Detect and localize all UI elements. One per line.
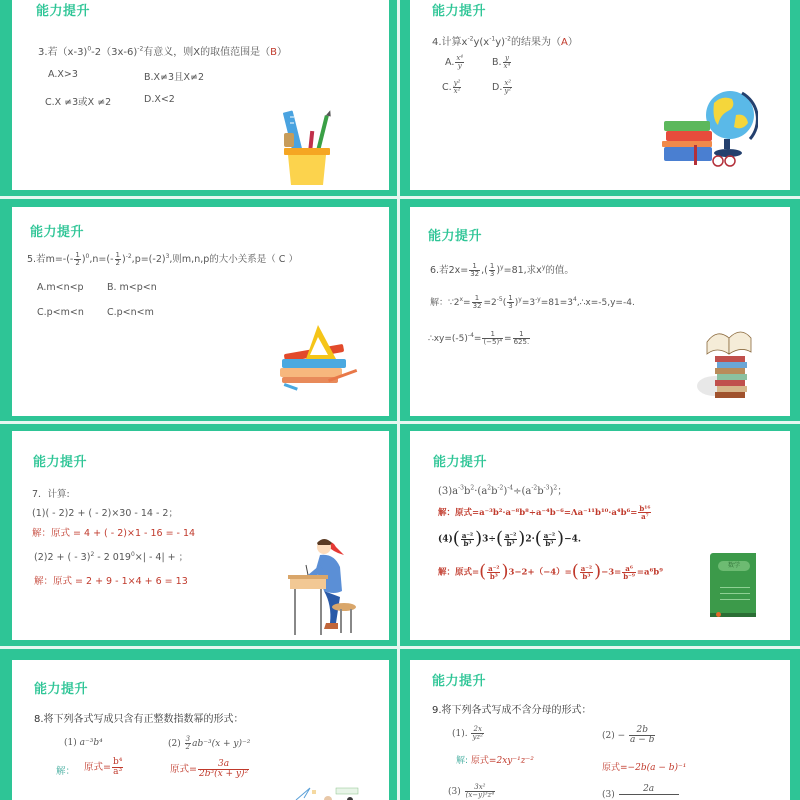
math-book-icon [710, 553, 756, 617]
slide-title: 能力提升 [34, 682, 89, 697]
option-b: B.X≠3且X≠2 [144, 72, 205, 83]
option-b: B. $\frac{y}{\text{x⁴}}$ [492, 54, 511, 70]
item-1: (1). $\frac{2x}{\text{yz²}}$ [452, 725, 483, 741]
question-5: 5.若m=-(- $\frac{1}{2}$ )$^0$,n=(- $\frac{1}{2}$ )$^{-2},p=(-2)^3$,则m,n,p的大小关系是（ C ） [27, 251, 298, 267]
question-3-expr: $(3)a^{-3}b^2\cdot(a^2b^{-2})^{-4}\div(a^{-2}b^{-3})^2$； [438, 484, 568, 497]
slide-1-content [12, 0, 389, 190]
answer-2: 原式= $\frac{3a}{\text{2b³(x + y)²}}$ [170, 759, 249, 779]
option-d: D.X<2 [144, 94, 175, 105]
globe-books-icon [662, 85, 758, 170]
question-6: 6.若2x= $\frac{1}{32}$ ,( $\frac{1}{3}$ )$^y$=81,求$x^y$的值。 [430, 262, 574, 278]
student-studying-icon [284, 531, 364, 639]
slide-4[interactable] [400, 198, 800, 423]
slide-title: 能力提升 [33, 455, 88, 470]
answer-value: C [278, 254, 286, 265]
slide-5[interactable] [0, 423, 397, 648]
question-1: (1)( - 2)2 + ( - 2)×30 - 14 - 2； [32, 508, 178, 519]
option-d: C.p<n<m [107, 307, 154, 318]
item-3: (3) $\frac{\text{3x²}}{\text{(x−y)³z⁴}}$ [448, 783, 495, 799]
slide-6[interactable] [400, 423, 800, 648]
solution-line-2: $\therefore xy=(-5)^{-4}=$ $\frac{1}{\text{(−5)⁴}}$ = $\frac{1}{625.}$ [428, 330, 530, 346]
question-3: 3.若（x-3)$^0$-2（3x-6)$^{-2}$有意义，则X的取值范围是（B） [38, 45, 288, 58]
answer-value: A [561, 37, 568, 48]
option-a: A.X>3 [48, 69, 78, 80]
slide-2[interactable] [400, 0, 800, 198]
item-1: (1) a⁻³b⁴ [64, 738, 103, 748]
solution-line-1: 解：$\because 2^x=$ $\frac{1}{32}$ $=2^{-5}$( $\frac{1}{3}$ )$^y=3^{-y}=81=3^4,\therefore x=-5,y=-4$. [430, 294, 635, 310]
ruler-books-icon [280, 325, 358, 393]
option-a: A.m<n<p [37, 282, 84, 293]
separator-row-2 [0, 421, 800, 424]
option-c: C. $\frac{\text{y²}}{\text{x²}}$ [442, 79, 461, 95]
child-drawing-icon [292, 782, 372, 800]
slide-1[interactable] [0, 0, 397, 198]
option-b: B. m<p<n [107, 282, 157, 293]
answer-4: 解：原式=( $\frac{\text{a⁻²}}{\text{b³}}$ )3−2+（−4）=( $\frac{\text{a⁻²}}{\text{b³}}$ )−3= $\frac{\text{a⁶}}{\text{b⁻⁹}}$ =a⁶b⁹ [438, 561, 663, 582]
question-2: (2)2 + ( - 3)$^2$ - 2 $019^0\times| - 4|$ + ； [34, 550, 189, 563]
slide-title: 能力提升 [432, 4, 487, 19]
slide-title: 能力提升 [36, 4, 91, 19]
option-a: A. $\frac{\text{x⁴}}{y}$ [445, 54, 464, 70]
jie-label: 解： [56, 766, 76, 777]
jie-label: 解: [456, 756, 469, 766]
open-book-stack-icon [695, 324, 755, 402]
item-2: (2) − $\frac{2b}{a - b}$ [602, 725, 655, 745]
question-4: 4.计算$x^{-2}y(x^{-1}y)^{-2}$的结果为（A） [432, 35, 578, 48]
slide-3[interactable] [0, 198, 397, 423]
answer-3: 解：原式=a⁻³b²·a⁻⁸b⁸÷a⁻⁴b⁻⁶=Λa⁻¹¹b¹⁰·a⁴b⁶= $\frac{\text{b¹⁶}}{\text{a⁷}}$ [438, 504, 651, 521]
separator-row-1 [0, 196, 800, 199]
item-4: (3) 2a [602, 785, 680, 800]
option-c: C.p<m<n [37, 307, 84, 318]
answer-2: 解：原式 = 2 + 9 - 1×4 + 6 = 13 [34, 576, 188, 587]
slide-8[interactable] [400, 648, 800, 800]
slide-5-content [12, 431, 389, 640]
slide-title: 能力提升 [30, 225, 85, 240]
heading: 9.将下列各式写成不含分母的形式： [432, 705, 592, 716]
answer-1: 原式= $\frac{\text{b⁴}}{\text{a³}}$ [84, 757, 123, 777]
slide-7[interactable] [0, 648, 397, 800]
slide-4-content [410, 207, 790, 416]
option-c: C.X ≠3或X ≠2 [45, 97, 112, 108]
slide-7-content [12, 660, 389, 800]
answer-value: B [270, 47, 278, 58]
slide-6-content [410, 431, 790, 640]
slide-2-content [410, 0, 790, 190]
heading: 7．计算: [32, 489, 70, 500]
pencil-cup-icon [280, 103, 336, 185]
separator-vertical [397, 0, 400, 800]
question-4-expr: (4)( $\frac{\text{a⁻²}}{\text{b³}}$ )3÷( $\frac{\text{a⁻²}}{\text{b³}}$ )2·( $\frac{\text{a⁻²}}{\text{b³}}$ )−4. [438, 528, 582, 549]
option-d: D. $\frac{\text{x²}}{\text{y²}}$ [492, 79, 512, 95]
slide-8-content [410, 660, 790, 800]
slide-title: 能力提升 [428, 229, 483, 244]
slide-title: 能力提升 [432, 674, 487, 689]
item-2: (2) $\frac{3}{2}$ ab⁻³(x + y)⁻² [168, 735, 251, 751]
answer-1: 解: 原式=2xy⁻¹z⁻² [456, 756, 534, 766]
slide-title: 能力提升 [433, 455, 488, 470]
heading: 8.将下列各式写成只含有正整数指数幂的形式： [34, 714, 244, 725]
answer-1: 解：原式 = 4 + ( - 2)×1 - 16 = - 14 [32, 528, 196, 539]
answer-2: 原式=−2b(a − b)⁻¹ [602, 763, 687, 773]
book-label: 数学 [718, 561, 750, 571]
separator-row-3 [0, 646, 800, 649]
slide-3-content [12, 207, 389, 416]
